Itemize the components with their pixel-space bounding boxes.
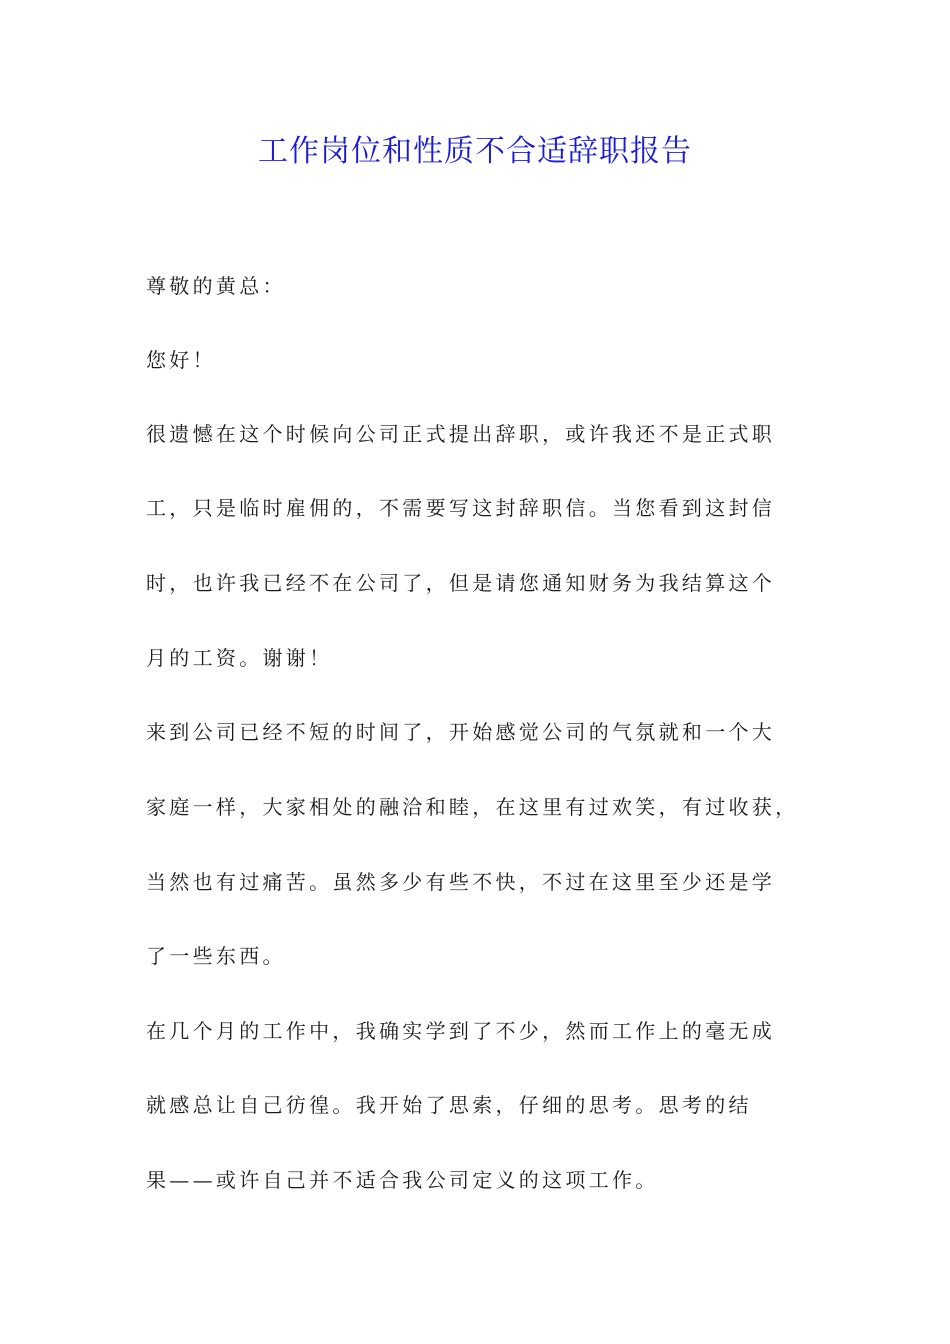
paragraph-line: 月的工资。谢谢！: [146, 646, 333, 670]
document-title: 工作岗位和性质不合适辞职报告: [258, 134, 692, 169]
paragraph-line: 了一些东西。: [146, 944, 286, 968]
salutation-line: 尊敬的黄总：: [146, 274, 286, 298]
paragraph-line: 时，也许我已经不在公司了，但是请您通知财务为我结算这个: [146, 571, 776, 595]
paragraph-line: 当然也有过痛苦。虽然多少有些不快，不过在这里至少还是学: [146, 870, 776, 894]
paragraph-line: 在几个月的工作中，我确实学到了不少，然而工作上的毫无成: [146, 1019, 776, 1043]
paragraph-line: 家庭一样，大家相处的融洽和睦，在这里有过欢笑，有过收获，: [146, 795, 799, 819]
greeting-line: 您好！: [146, 348, 216, 372]
paragraph-line: 工，只是临时雇佣的，不需要写这封辞职信。当您看到这封信: [146, 496, 776, 520]
paragraph-line: 很遗憾在这个时候向公司正式提出辞职，或许我还不是正式职: [146, 422, 776, 446]
paragraph-line: 果——或许自己并不适合我公司定义的这项工作。: [146, 1168, 659, 1192]
paragraph-line: 来到公司已经不短的时间了，开始感觉公司的气氛就和一个大: [146, 720, 776, 744]
paragraph-line: 就感总让自己彷徨。我开始了思索，仔细的思考。思考的结: [146, 1093, 752, 1117]
